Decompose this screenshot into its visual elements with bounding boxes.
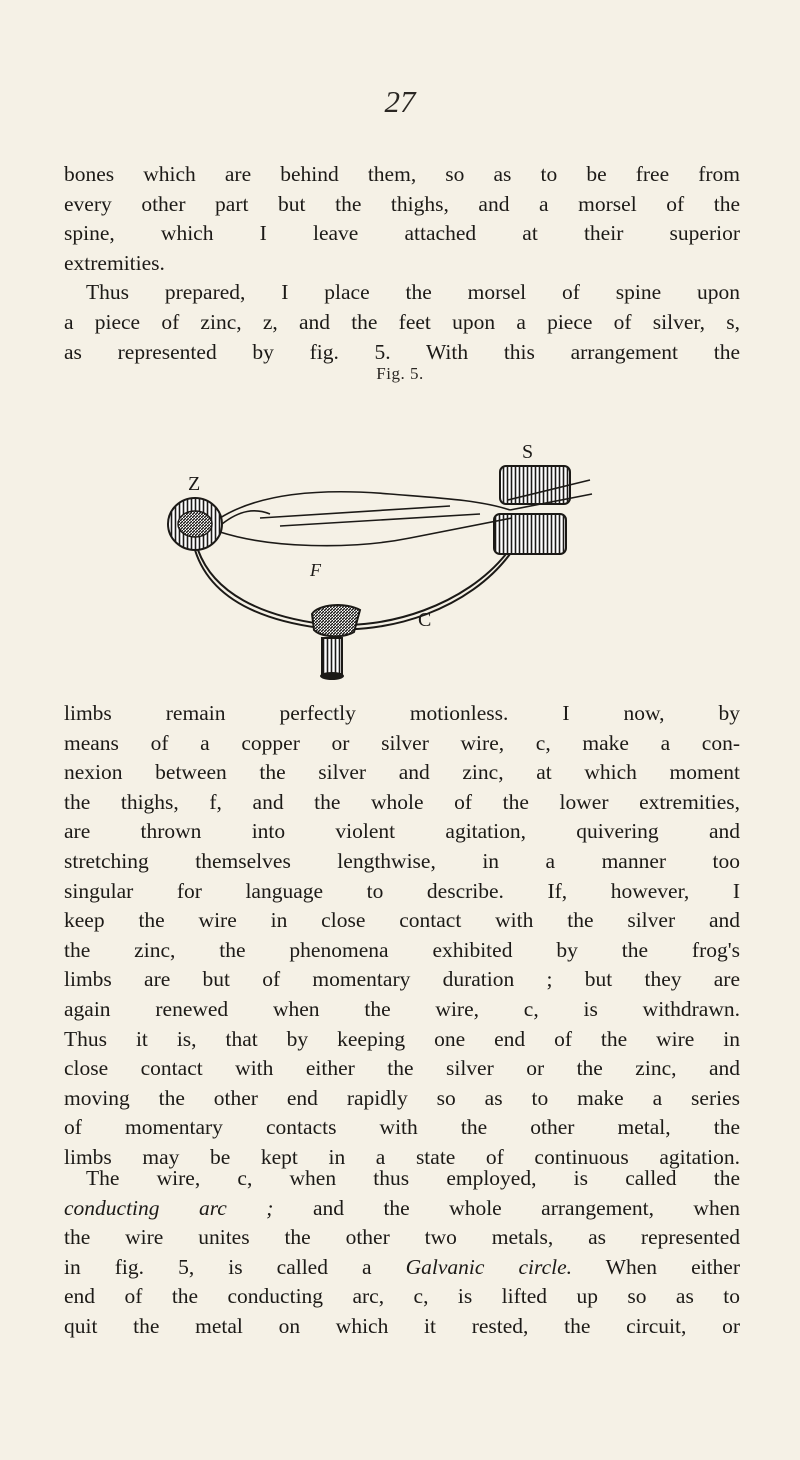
- text-line: as represented by fig. 5. With this arrangement the: [64, 339, 740, 364]
- text-line: every other part but the thighs, and a morsel of the: [64, 191, 740, 216]
- text-line: close contact with either the silver or the zinc, and: [64, 1056, 740, 1081]
- text-line: singular for language to describe. If, however, I: [64, 878, 740, 903]
- text-line: [64, 1253, 740, 1283]
- term-conducting-arc: conducting arc ;: [64, 1195, 274, 1220]
- paragraph-2: [64, 699, 740, 1173]
- text-line: Thus prepared, I place the morsel of spine upon: [86, 280, 740, 305]
- text-line: quit the metal on which it rested, the circuit, or: [64, 1313, 740, 1338]
- text-line: again renewed when the wire, c, is withdrawn.: [64, 996, 740, 1021]
- paragraph-3: [64, 1164, 740, 1342]
- text-line: The wire, c, when thus employed, is called the: [86, 1166, 740, 1190]
- text-line: limbs remain perfectly motionless. I now, by: [64, 701, 740, 725]
- galvanic-circle-figure: [150, 398, 610, 688]
- zinc-plate: [168, 498, 222, 550]
- text-line: are thrown into violent agitation, quivering and: [64, 819, 740, 844]
- text-line: a piece of zinc, z, and the feet upon a piece of silver, s,: [64, 309, 740, 334]
- text-run: When either: [572, 1254, 740, 1279]
- text-line: the wire unites the other two metals, as represented: [64, 1225, 740, 1250]
- term-galvanic-circle: Galvanic circle.: [405, 1254, 573, 1279]
- text-line: Thus it is, that by keeping one end of the wire in: [64, 1026, 740, 1051]
- paragraph-1: [64, 160, 740, 367]
- text-line: limbs are but of momentary duration ; but they are: [64, 967, 740, 992]
- text-line: the zinc, the phenomena exhibited by the frog's: [64, 937, 740, 962]
- label-silver: S: [522, 441, 534, 463]
- text-line: stretching themselves lengthwise, in a manner too: [64, 848, 740, 873]
- text-run: in fig. 5, is called a: [64, 1254, 406, 1279]
- text-line: nexion between the silver and zinc, at which moment: [64, 760, 740, 785]
- page-number: 27: [384, 84, 416, 119]
- text-line: bones which are behind them, so as to be free from: [64, 162, 740, 186]
- label-thighs: F: [310, 560, 321, 580]
- figure-caption: Fig. 5.: [376, 364, 424, 383]
- text-line: keep the wire in close contact with the silver and: [64, 908, 740, 933]
- text-line: the thighs, f, and the whole of the lower extremities,: [64, 789, 740, 814]
- text-line: [64, 1194, 740, 1224]
- label-wire: C: [418, 609, 432, 631]
- label-zinc: Z: [188, 473, 201, 495]
- text-line: spine, which I leave attached at their superior: [64, 221, 740, 246]
- text-line: of momentary contacts with the other metal, the: [64, 1115, 740, 1140]
- text-line: extremities.: [64, 250, 165, 275]
- text-line: moving the other end rapidly so as to make a series: [64, 1085, 740, 1110]
- text-line: limbs may be kept in a state of continuous agitation.: [64, 1144, 740, 1169]
- silver-plate: [494, 466, 570, 554]
- text-line: means of a copper or silver wire, c, make a con-: [64, 730, 740, 755]
- text-line: end of the conducting arc, c, is lifted up so as to: [64, 1284, 740, 1309]
- text-run: and the whole arrangement, when: [273, 1195, 740, 1220]
- wire-clamp: [312, 605, 360, 680]
